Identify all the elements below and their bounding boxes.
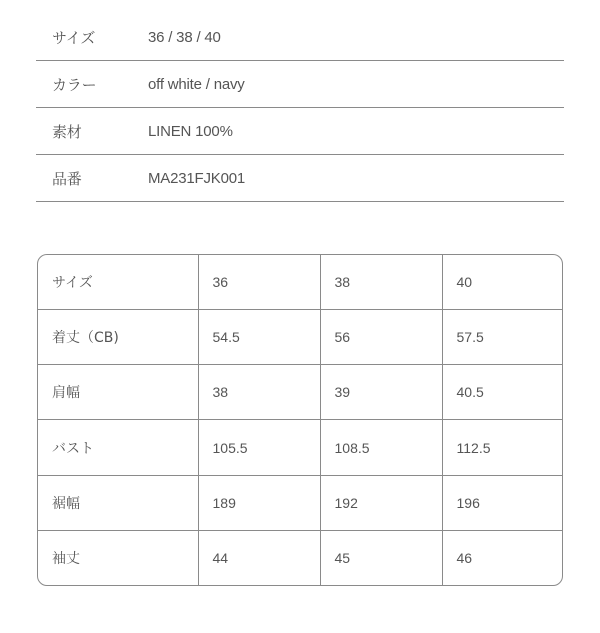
table-cell: 105.5	[198, 420, 320, 475]
row-label: サイズ	[38, 255, 198, 309]
table-row	[38, 255, 563, 309]
row-label: 袖丈	[38, 531, 198, 585]
spec-label: サイズ	[52, 28, 96, 47]
spec-label: カラー	[52, 75, 97, 94]
table-cell: 36	[198, 255, 320, 309]
table-cell: 57.5	[442, 309, 563, 364]
table-cell: 40	[442, 255, 563, 309]
spec-label: 品番	[52, 169, 82, 188]
table-row	[38, 531, 563, 585]
spec-value: 36 / 38 / 40	[148, 28, 221, 46]
row-label: 肩幅	[38, 365, 198, 420]
product-spec-list	[36, 14, 564, 202]
table-row	[38, 420, 563, 475]
table-cell: 38	[198, 365, 320, 420]
spec-row-material	[36, 108, 564, 155]
spec-label: 素材	[52, 122, 82, 141]
size-chart	[37, 254, 563, 586]
row-label: 着丈（CB)	[38, 309, 198, 364]
spec-row-size	[36, 14, 564, 61]
table-cell: 56	[320, 309, 442, 364]
size-chart-table	[38, 255, 563, 585]
table-cell: 40.5	[442, 365, 563, 420]
spec-row-product-code	[36, 155, 564, 202]
table-cell: 39	[320, 365, 442, 420]
table-cell: 108.5	[320, 420, 442, 475]
table-cell: 38	[320, 255, 442, 309]
table-cell: 112.5	[442, 420, 563, 475]
spec-value: MA231FJK001	[148, 169, 246, 187]
row-label: バスト	[38, 420, 198, 475]
spec-row-color	[36, 61, 564, 108]
table-row	[38, 475, 563, 530]
spec-value: off white / navy	[148, 75, 245, 93]
table-cell: 45	[320, 531, 442, 585]
table-cell: 192	[320, 475, 442, 530]
table-row	[38, 365, 563, 420]
table-cell: 189	[198, 475, 320, 530]
table-cell: 54.5	[198, 309, 320, 364]
spec-value: LINEN 100%	[148, 122, 233, 140]
table-cell: 46	[442, 531, 563, 585]
table-cell: 196	[442, 475, 563, 530]
table-row	[38, 309, 563, 364]
table-cell: 44	[198, 531, 320, 585]
row-label: 裾幅	[38, 475, 198, 530]
